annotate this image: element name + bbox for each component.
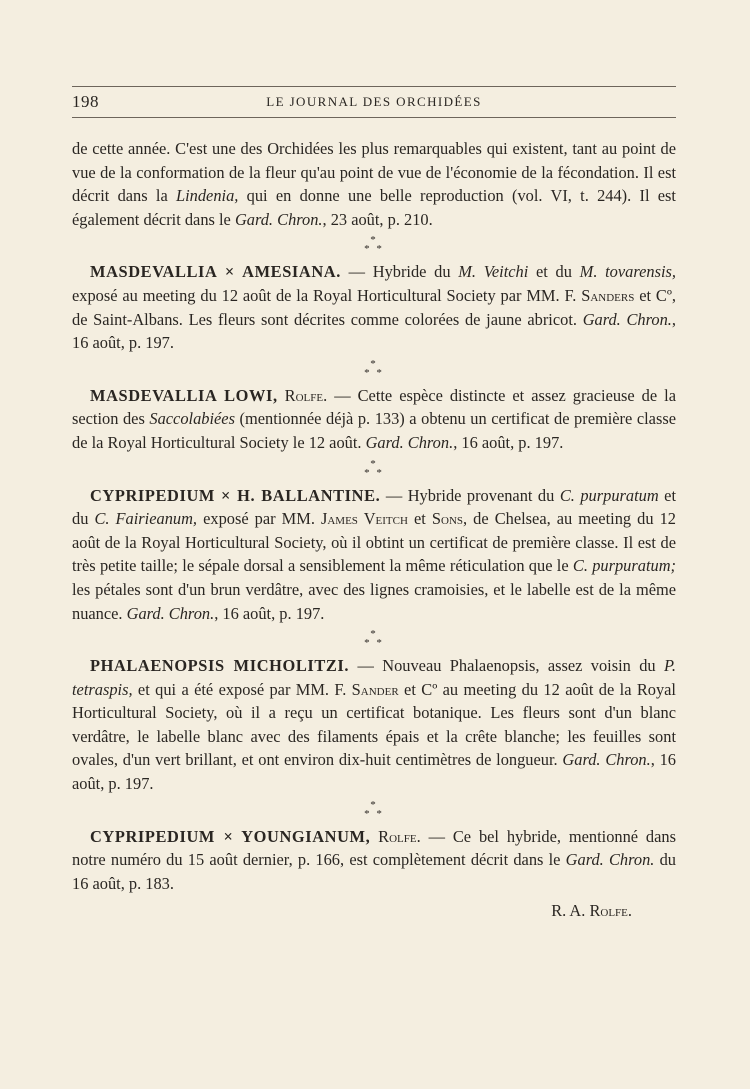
text: et Cº, de Saint-Albans. Les fleurs sont décrites comme colorées de jaune abricot. (72, 285, 676, 329)
text: qui en donne une belle reproduction (vol. VI, t. 244). Il est également décrit dans le (72, 186, 676, 229)
italic-text: M. tovarensis, (579, 262, 676, 282)
entry-cypripedium-ballantine (72, 484, 676, 626)
italic-text: Saccolabiées (149, 409, 235, 429)
small-caps-text: Rolfe. (370, 826, 421, 846)
text: — Hybride provenant du (380, 485, 560, 505)
asterism-divider (72, 457, 676, 479)
italic-text: Lindenia, (176, 186, 239, 206)
italic-text: Gard. Chron. (565, 850, 655, 870)
entry-title: PHALAENOPSIS MICHOLITZI. (90, 656, 350, 676)
asterism-bottom: * * (364, 243, 384, 256)
text: , 16 août, p. 197. (72, 309, 676, 353)
entry-title: CYPRIPEDIUM × H. BALLANTINE. (90, 485, 381, 505)
italic-text: C. Fairieanum, (94, 509, 198, 529)
asterism-bottom: * * (364, 366, 384, 379)
text: — Cette espèce distincte et assez gracieuse de la section des (72, 385, 676, 429)
italic-text: C. purpuratum (559, 485, 659, 505)
asterism-top: * (370, 457, 378, 470)
asterism-divider (72, 798, 676, 820)
text: de cette année. C'est une des Orchidées les plus remarquables qui existent, tant au point de vue de la conformation de la fleur qu'au point de vue de l'économie de la fécondation. Il est décrit dans la (72, 139, 676, 206)
asterism-top: * (370, 628, 378, 641)
text: et du (72, 485, 676, 529)
asterism-divider (72, 236, 676, 254)
entry-phalaenopsis-micholitzi (72, 654, 676, 796)
entry-cypripedium-youngianum (72, 825, 676, 896)
italic-text: Gard. Chron. (234, 209, 323, 229)
small-caps-text: Sander (351, 679, 399, 699)
text: , 16 août, p. 197. (453, 432, 564, 452)
entry-title: MASDEVALLIA × AMESIANA. (90, 262, 341, 282)
asterism-top: * (370, 798, 378, 811)
text: du 16 août, p. 183. (72, 850, 676, 893)
entry-title: MASDEVALLIA LOWI, (90, 385, 278, 405)
asterism-top: * (370, 234, 378, 247)
page-number: 198 (72, 92, 99, 111)
asterism-bottom: * * (364, 466, 384, 479)
text: exposé par MM. (197, 509, 321, 529)
small-caps-text: Rolfe. (277, 385, 328, 405)
page-header (72, 86, 676, 118)
italic-text: Gard. Chron. (562, 750, 651, 770)
entry-title: CYPRIPEDIUM × YOUNGIANUM, (90, 826, 371, 846)
text: , 16 août, p. 197. (214, 603, 325, 623)
italic-text: C. purpuratum; (572, 556, 676, 576)
text: et qui a été exposé par MM. F. (132, 679, 352, 699)
intro-paragraph (72, 137, 676, 231)
asterism-divider (72, 357, 676, 379)
text: et du (528, 262, 580, 282)
small-caps-text: Sons (431, 509, 464, 529)
text: , 23 août, p. 210. (322, 209, 433, 229)
text: exposé au meeting du 12 août de la Royal Horticultural Society par MM. F. (72, 285, 582, 305)
italic-text: Gard. Chron. (365, 432, 454, 452)
text: , de Chelsea, au meeting du 12 août de la Royal Horticultural Society, où il obtint un certificat de première classe. Il est de très petite taille; le sépale dorsal a sensiblement la même réticulation que le (72, 509, 676, 576)
italic-text: Gard. Chron. (126, 603, 215, 623)
asterism-top: * (370, 357, 378, 370)
italic-text: Gard. Chron. (582, 309, 672, 329)
text: , 16 août, p. 197. (72, 750, 676, 794)
text: — Hybride du (340, 262, 459, 282)
small-caps-text: James Veitch (320, 509, 408, 529)
italic-text: P. tetraspis, (72, 656, 676, 699)
asterism-bottom: * * (364, 637, 384, 650)
entry-masdevallia-lowi (72, 384, 676, 455)
small-caps-text: Sanders (581, 285, 635, 305)
author-signature: R. A. Rolfe. (551, 901, 632, 921)
text: — Nouveau Phalaenopsis, assez voisin du (349, 656, 664, 676)
text: et Cº au meeting du 12 août de la Royal Horticultural Society, où il a reçu un certificat botanique. Les fleurs sont d'un blanc verdâtre, le labelle blanc avec des filaments épais et la crête blanche; les feuilles sont ovales, d'un vert brillant, et ont environ dix-huit centimètres de longueur. (72, 679, 676, 770)
text: — Ce bel hybride, mentionné dans notre numéro du 15 août dernier, p. 166, est complètement décrit dans le (72, 826, 676, 870)
text: les pétales sont d'un brun verdâtre, avec des lignes cramoisies, et le labelle est de la même nuance. (72, 579, 676, 623)
asterism-bottom: * * (364, 807, 384, 820)
article-body (72, 137, 676, 923)
entry-masdevallia-amesiana (72, 260, 676, 354)
text: et (407, 509, 432, 529)
text: (mentionnée déjà p. 133) a obtenu un certificat de première classe de la Royal Horticultural Society le 12 août. (72, 409, 676, 452)
italic-text: M. Veitchi (458, 262, 529, 282)
asterism-divider (72, 630, 676, 648)
running-head: LE JOURNAL DES ORCHIDÉES (266, 94, 482, 109)
